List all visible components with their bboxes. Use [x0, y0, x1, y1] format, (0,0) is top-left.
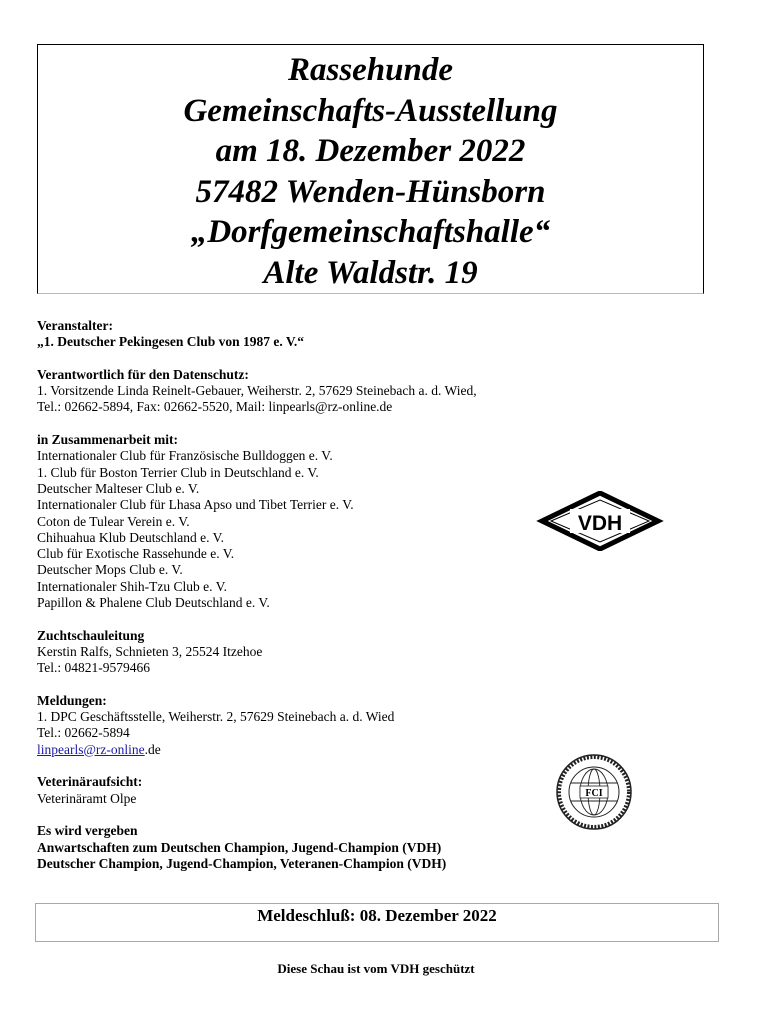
club-item: Chihuahua Klub Deutschland e. V.	[37, 529, 224, 545]
title-line: 57482 Wenden-Hünsborn	[195, 173, 546, 210]
organizer-heading: Veranstalter:	[37, 318, 113, 333]
club-item: 1. Club für Boston Terrier Club in Deutschland e. V.	[37, 464, 319, 480]
entries-heading: Meldungen:	[37, 692, 107, 708]
data-protection-line: 1. Vorsitzende Linda Reinelt-Gebauer, Weiherstr. 2, 57629 Steinebach a. d. Wied,	[37, 383, 477, 399]
title-line: am 18. Dezember 2022	[215, 133, 526, 169]
awards-heading: Es wird vergeben	[37, 823, 138, 839]
document-body	[37, 318, 597, 888]
club-item: Papillon & Phalene Club Deutschland e. V.	[37, 595, 270, 611]
entries-email	[37, 742, 597, 758]
club-item: Coton de Tulear Verein e. V.	[37, 513, 190, 529]
breeding-show-section	[37, 628, 597, 677]
footer-note: Diese Schau ist vom VDH geschützt	[277, 961, 475, 976]
event-title	[37, 50, 704, 293]
fci-seal	[555, 753, 633, 831]
email-link[interactable]: linpearls@rz-online	[37, 741, 145, 757]
breeding-show-address: Kerstin Ralfs, Schnieten 3, 25524 Itzehoe	[37, 643, 263, 659]
cooperation-heading: in Zusammenarbeit mit:	[37, 432, 178, 448]
awards-line: Deutscher Champion, Jugend-Champion, Veteranen-Champion (VDH)	[37, 855, 447, 871]
club-item: Internationaler Club für Französische Bulldoggen e. V.	[37, 448, 333, 464]
vdh-logo-text: VDH	[577, 512, 623, 535]
data-protection-section	[37, 367, 597, 416]
vet-section	[37, 774, 597, 807]
title-line: Alte Waldstr. 19	[263, 254, 478, 291]
entries-section	[37, 693, 597, 758]
title-line: Rassehunde	[287, 52, 454, 88]
entries-phone: Tel.: 02662-5894	[37, 725, 130, 741]
data-protection-heading: Verantwortlich für den Datenschutz:	[37, 366, 249, 382]
fci-seal-text: FCI	[585, 788, 603, 799]
title-line: Gemeinschafts-Ausstellung	[183, 92, 558, 129]
vet-name: Veterinäramt Olpe	[37, 790, 137, 806]
club-item: Deutscher Mops Club e. V.	[37, 562, 183, 578]
title-line: „Dorfgemeinschaftshalle“	[190, 214, 551, 250]
breeding-show-phone: Tel.: 04821-9579466	[37, 660, 151, 676]
awards-section	[37, 823, 597, 872]
cooperation-section	[37, 432, 597, 611]
entries-address: 1. DPC Geschäftsstelle, Weiherstr. 2, 57629 Steinebach a. d. Wied	[37, 709, 395, 725]
club-item: Deutscher Malteser Club e. V.	[37, 480, 200, 496]
organizer-name: „1. Deutscher Pekingesen Club von 1987 e. V.“	[37, 334, 305, 350]
awards-line: Anwartschaften zum Deutschen Champion, Jugend-Champion (VDH)	[37, 839, 442, 855]
vet-heading: Veterinäraufsicht:	[37, 774, 143, 790]
vdh-logo	[536, 491, 664, 551]
data-protection-line: Tel.: 02662-5894, Fax: 02662-5520, Mail: linpearls@rz-online.de	[37, 399, 393, 415]
organizer-section	[37, 318, 597, 351]
email-suffix: .de	[144, 741, 161, 757]
entry-deadline: Meldeschluß: 08. Dezember 2022	[257, 906, 497, 925]
club-item: Club für Exotische Rassehunde e. V.	[37, 546, 235, 562]
breeding-show-heading: Zuchtschauleitung	[37, 627, 145, 643]
club-item: Internationaler Shih-Tzu Club e. V.	[37, 578, 227, 594]
club-item: Internationaler Club für Lhasa Apso und Tibet Terrier e. V.	[37, 497, 354, 513]
